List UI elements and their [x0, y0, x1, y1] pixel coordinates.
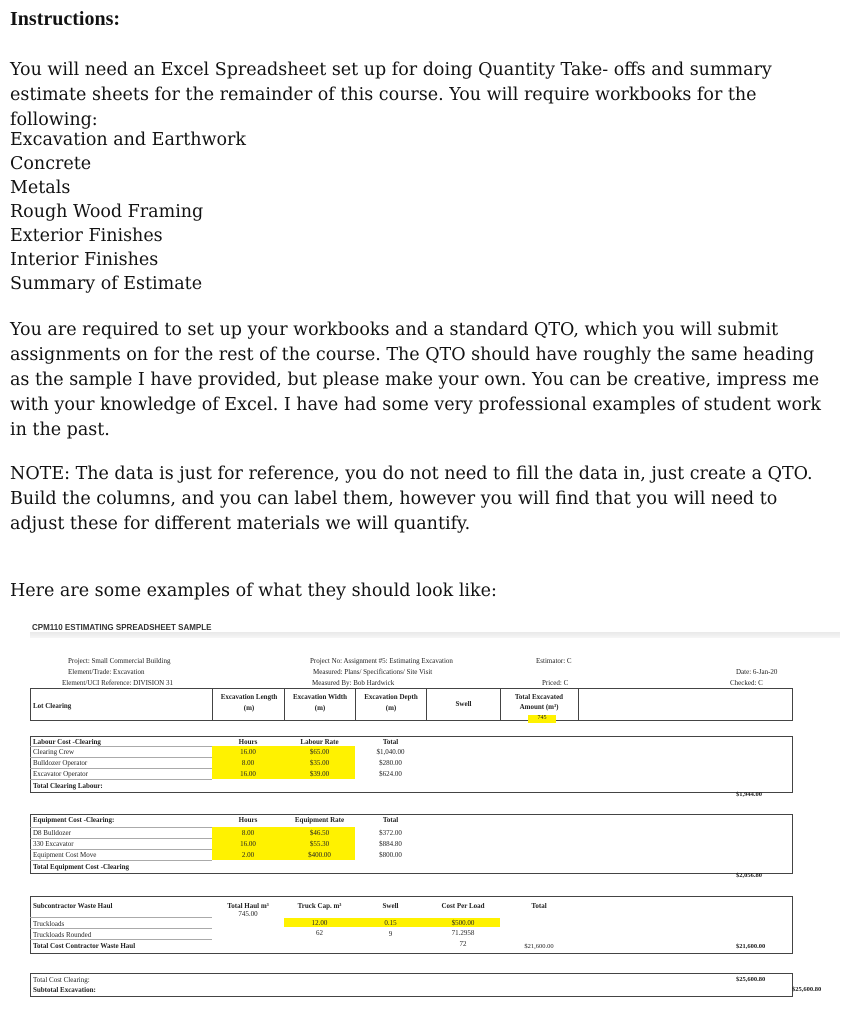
grid-line [30, 953, 792, 954]
labour-row-rate: $39.00 [309, 770, 330, 778]
waste-total-label: Total Cost Contractor Waste Haul [33, 942, 136, 950]
equipment-row-hours: 8.00 [241, 829, 255, 837]
list-item: Exterior Finishes [10, 226, 163, 246]
equipment-row-name: 330 Excavator [33, 840, 74, 848]
waste-total-in-col: $21,600.00 [524, 943, 554, 950]
workbook-list [10, 128, 246, 296]
truck-cap-value: 12.00 [311, 919, 328, 927]
labour-row-name: Excavator Operator [33, 770, 88, 778]
element-uci: Element/UCI Reference: DIVISION 31 [62, 679, 173, 687]
qto-paragraph: You are required to set up your workbooks and a standard QTO, which you will submit assignments on for the rest of the course. The QTO should have roughly the same heading as the sample I have provided, but please make your own. You can be creative, impress me with your knowledge of Excel. I have had some very professional examples of student work in the past. [10, 320, 821, 440]
examples-intro: Here are some examples of what they should look like: [10, 581, 497, 601]
grid-line [30, 827, 212, 828]
col-equipment-rate: Equipment Rate [294, 816, 345, 824]
grid-line [30, 896, 31, 954]
waste-total-value: $21,600.00 [736, 943, 766, 950]
col-total: Total [382, 816, 399, 824]
grid-line [30, 917, 212, 918]
col-truck-cap: Truck Cap. m³ [297, 902, 342, 910]
truckloads-label: Truckloads [33, 920, 65, 928]
labour-row-rate: $65.00 [309, 748, 330, 756]
list-item: Concrete [10, 154, 92, 174]
cost-per-load-value: $500.00 [451, 919, 475, 927]
col-labour-rate: Labour Rate [300, 738, 339, 746]
total-cost-value: $25,600.80 [736, 976, 766, 983]
grid-line [30, 838, 212, 839]
note-paragraph: NOTE: The data is just for reference, you do not need to fill the data in, just create a QTO. Build the columns, and you can label them, however you will find that you will need to adjust these for different materials we will quantify. [10, 464, 813, 534]
labour-row-name: Clearing Crew [33, 748, 75, 756]
subtotal-value: $25,600.80 [792, 986, 822, 993]
labour-row-total: $624.00 [379, 770, 402, 778]
col-exc-depth: Excavation Depth [364, 693, 418, 701]
col-amount: Amount (m³) [519, 703, 559, 711]
measured-by: Measured By: Bob Hardwick [312, 679, 395, 687]
equipment-row-total: $884.80 [379, 840, 402, 848]
equipment-title: Equipment Cost -Clearing: [33, 816, 115, 824]
grid-line [792, 814, 793, 874]
equipment-total-label: Total Equipment Cost -Clearing [33, 863, 130, 871]
grid-line [30, 792, 792, 793]
equipment-row-hours: 2.00 [241, 851, 255, 859]
intro-paragraph: You will need an Excel Spreadsheet set up for doing Quantity Take- offs and summary estimate sheets for the remainder of this course. You will require workbooks for the following: [10, 60, 772, 130]
grid-line [30, 928, 212, 929]
grid-line [30, 814, 792, 815]
labour-title: Labour Cost -Clearing [33, 738, 101, 746]
col-total: Total [531, 902, 547, 910]
rounded-calc: 71.2958 [451, 929, 475, 937]
col-total-excavated: Total Excavated [514, 693, 564, 701]
spreadsheet-divider [30, 632, 840, 638]
list-item: Summary of Estimate [10, 274, 203, 294]
list-item: Metals [10, 178, 71, 198]
labour-row-hours: 8.00 [241, 759, 255, 767]
grid-line [792, 896, 793, 954]
project-number: Project No: Assignment #5: Estimating Excavation [310, 657, 453, 665]
measured-from: Measured: Plans/ Specifications/ Site Visit [313, 668, 433, 676]
grid-line [30, 814, 31, 874]
lot-clearing-label: Lot Clearing [33, 702, 72, 710]
grid-line [212, 688, 213, 721]
grid-line [30, 873, 792, 874]
grid-line [792, 973, 793, 997]
list-item: Interior Finishes [10, 250, 159, 270]
swell-value: 0.15 [384, 919, 397, 927]
col-exc-length: Excavation Length [220, 693, 278, 701]
grid-line [30, 860, 212, 861]
equipment-row-name: D8 Bulldozer [33, 829, 71, 837]
spreadsheet-title: CPM110 ESTIMATING SPREADSHEET SAMPLE [32, 623, 212, 632]
truckloads-calc: 62 [316, 929, 323, 937]
instructions-heading: Instructions: [10, 8, 121, 30]
col-cost-per-load: Cost Per Load [441, 902, 485, 910]
rounded-swell: 9 [388, 930, 393, 938]
waste-title: Subcontractor Waste Haul [33, 902, 113, 910]
equipment-row-total: $372.00 [379, 829, 402, 837]
equipment-row-name: Equipment Cost Move [33, 851, 97, 859]
equipment-row-hours: 16.00 [240, 840, 256, 848]
equipment-row-total: $800.00 [379, 851, 402, 859]
grid-line [792, 736, 793, 793]
labour-row-total: $280.00 [379, 759, 402, 767]
grid-line [30, 736, 792, 737]
grid-line [30, 757, 212, 758]
equipment-row-rate: $46.50 [309, 829, 330, 837]
equipment-row-rate: $55.30 [309, 840, 330, 848]
col-exc-width: Excavation Width [292, 693, 347, 701]
col-swell: Swell [455, 700, 472, 708]
labour-row-hours: 16.00 [240, 770, 256, 778]
labour-row-rate: $35.00 [309, 759, 330, 767]
spreadsheet-sample [30, 640, 830, 1020]
equipment-row-rate: $400.00 [308, 851, 331, 859]
total-loads: 72 [459, 940, 467, 948]
labour-total-value: $1,944.00 [736, 791, 762, 798]
project-name: Project: Small Commercial Building [68, 657, 171, 665]
total-cost-label: Total Cost Clearing: [33, 976, 90, 984]
grid-line [30, 746, 212, 747]
grid-line [30, 688, 792, 689]
col-hours: Hours [238, 816, 258, 824]
list-item: Rough Wood Framing [10, 202, 204, 222]
grid-line [30, 768, 212, 769]
labour-row-name: Bulldozer Operator [33, 759, 88, 767]
total-excavated-value: 745 [537, 715, 547, 721]
checked: Checked: C [730, 679, 763, 687]
grid-line [578, 688, 579, 721]
labour-total-label: Total Clearing Labour: [33, 782, 103, 790]
list-item: Excavation and Earthwork [10, 130, 247, 150]
unit-label: (m) [385, 704, 397, 712]
labour-row-total: $1,040.00 [376, 748, 405, 756]
grid-line [30, 736, 31, 793]
truckloads-rounded-label: Truckloads Rounded [33, 931, 92, 939]
element-trade: Element/Trade: Excavation [68, 668, 145, 676]
grid-line [30, 849, 212, 850]
col-swell: Swell [382, 902, 399, 910]
grid-line [792, 688, 793, 721]
equipment-total-value: $2,056.80 [736, 872, 762, 879]
labour-row-hours: 16.00 [240, 748, 256, 756]
grid-line [30, 973, 792, 974]
col-total-haul: Total Haul m³ [227, 902, 269, 910]
col-hours: Hours [238, 738, 258, 746]
grid-line [30, 973, 31, 997]
grid-line [30, 688, 31, 721]
priced: Priced: C [542, 679, 569, 687]
estimator: Estimator: C [536, 657, 572, 665]
col-total: Total [382, 738, 399, 746]
total-haul-value: 745.00 [238, 910, 258, 918]
date: Date: 6-Jan-20 [736, 668, 778, 676]
grid-line [30, 779, 212, 780]
grid-line [30, 896, 792, 897]
unit-label: (m) [314, 704, 326, 712]
grid-line [30, 720, 792, 721]
grid-line [30, 939, 212, 940]
subtotal-label: Subtotal Excavation: [33, 986, 96, 994]
grid-line [30, 996, 792, 997]
unit-label: (m) [243, 704, 255, 712]
